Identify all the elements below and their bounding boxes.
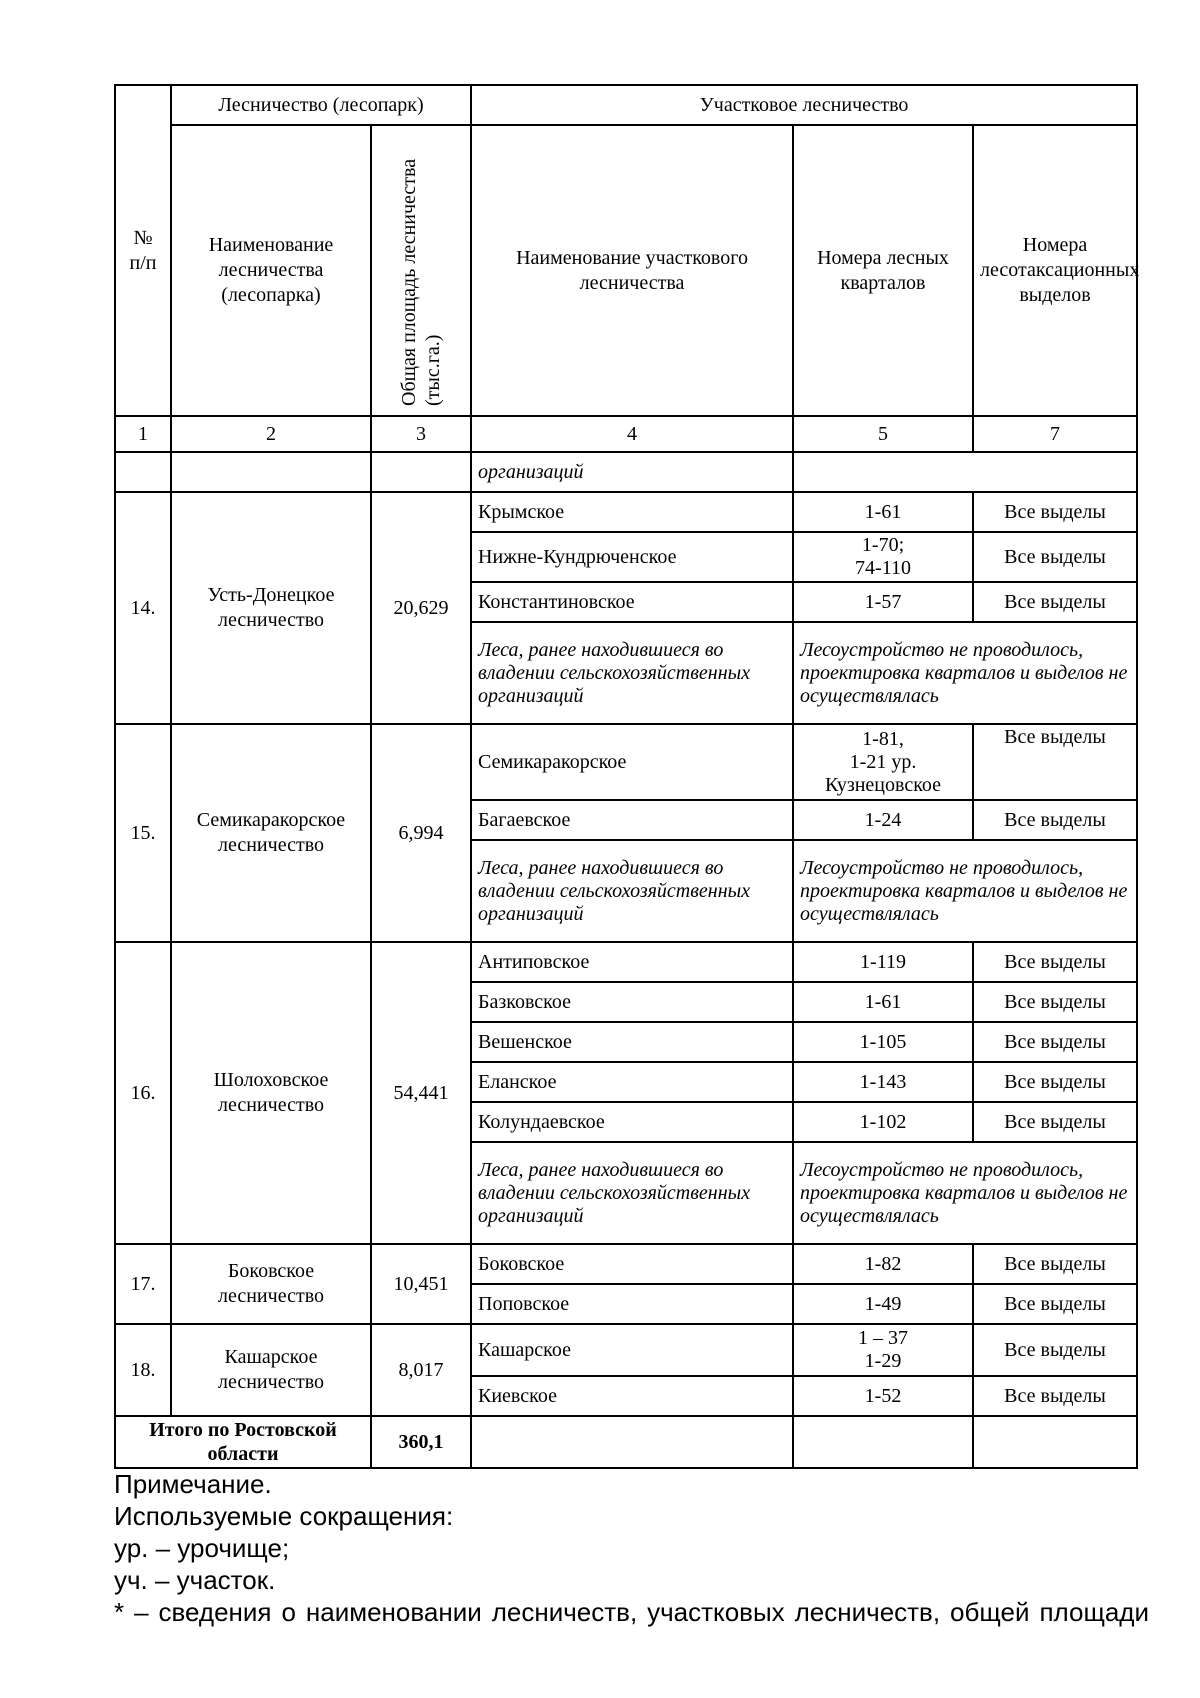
- plots-cell: Все выделы: [973, 724, 1137, 800]
- total-value: 360,1: [371, 1416, 471, 1468]
- forestry-name: Шолоховское лесничество: [171, 942, 371, 1244]
- plots-cell: Все выделы: [973, 800, 1137, 840]
- forestry-name: Усть-Донецкое лесничество: [171, 492, 371, 724]
- district-name: Вешенское: [471, 1022, 793, 1062]
- district-name: Колундаевское: [471, 1102, 793, 1142]
- plots-cell: Все выделы: [973, 1062, 1137, 1102]
- forestry-num: 16.: [115, 942, 171, 1244]
- header-quarters: Номера лесных кварталов: [793, 125, 973, 416]
- table-row: [115, 492, 1137, 532]
- plots-cell: Все выделы: [973, 982, 1137, 1022]
- col-number: 5: [793, 416, 973, 452]
- quarters-cell: 1-52: [793, 1376, 973, 1416]
- continuation-text: организаций: [471, 452, 793, 492]
- quarters-cell: 1-105: [793, 1022, 973, 1062]
- plots-cell: Все выделы: [973, 1022, 1137, 1062]
- table-body: [115, 85, 1140, 492]
- header-forestry-name: Наименование лесничества (лесопарка): [171, 125, 371, 416]
- table-row: [115, 724, 1137, 800]
- continuation-row: [115, 452, 1137, 492]
- col-number: 3: [371, 416, 471, 452]
- col-number: 1: [115, 416, 171, 452]
- quarters-cell: 1-102: [793, 1102, 973, 1142]
- district-note: Лесоустройство не проводилось, проектировка кварталов и выделов не осуществлялась: [793, 840, 1137, 942]
- plots-cell: Все выделы: [973, 942, 1137, 982]
- note-line: ур. – урочище;: [114, 1533, 290, 1563]
- forestry-rows: [115, 492, 1137, 1416]
- forestry-name: Семикаракорское лесничество: [171, 724, 371, 942]
- forestry-area: 6,994: [371, 724, 471, 942]
- table-row: [115, 1324, 1137, 1376]
- total-row: [115, 1416, 1137, 1468]
- empty-cell: [793, 1416, 973, 1468]
- plots-cell: Все выделы: [973, 532, 1137, 582]
- district-name: Семикаракорское: [471, 724, 793, 800]
- district-name: Багаевское: [471, 800, 793, 840]
- forestry-num: 15.: [115, 724, 171, 942]
- forestry-num: 14.: [115, 492, 171, 724]
- note-line: уч. – участок.: [114, 1565, 276, 1595]
- empty-cell: [471, 1416, 793, 1468]
- header-area: Общая площадь лесничества (тыс.га.): [371, 125, 471, 416]
- district-name: Антиповское: [471, 942, 793, 982]
- district-name: Киевское: [471, 1376, 793, 1416]
- table-row: [115, 1244, 1137, 1284]
- empty-cell: [793, 452, 1137, 492]
- district-name: Крымское: [471, 492, 793, 532]
- forestry-table: [114, 84, 1138, 1469]
- forestry-name: Боковское лесничество: [171, 1244, 371, 1324]
- plots-cell: Все выделы: [973, 1376, 1137, 1416]
- header-group-row: [115, 85, 1137, 125]
- district-name: Нижне-Кундрюченское: [471, 532, 793, 582]
- quarters-cell: 1-24: [793, 800, 973, 840]
- quarters-cell: 1-82: [793, 1244, 973, 1284]
- district-name: Поповское: [471, 1284, 793, 1324]
- quarters-cell: 1-81, 1-21 ур. Кузнецовское: [793, 724, 973, 800]
- district-name: Базковское: [471, 982, 793, 1022]
- col-number: 2: [171, 416, 371, 452]
- note-line: Примечание.: [114, 1469, 272, 1499]
- note-line: Используемые сокращения:: [114, 1501, 454, 1531]
- header-district-name: Наименование участкового лесничества: [471, 125, 793, 416]
- district-name: Леса, ранее находившиеся во владении сельскохозяйственных организаций: [471, 622, 793, 724]
- quarters-cell: 1-61: [793, 492, 973, 532]
- plots-cell: Все выделы: [973, 1102, 1137, 1142]
- district-name: Кашарское: [471, 1324, 793, 1376]
- col-number: 7: [973, 416, 1137, 452]
- note-line: * – сведения о наименовании лесничеств, участковых лесничеств, общей площади: [114, 1597, 1149, 1627]
- quarters-cell: 1-49: [793, 1284, 973, 1324]
- header-num: № п/п: [115, 85, 171, 416]
- quarters-cell: 1-70; 74-110: [793, 532, 973, 582]
- quarters-cell: 1-57: [793, 582, 973, 622]
- forestry-num: 17.: [115, 1244, 171, 1324]
- column-numbers-row: [115, 416, 1137, 452]
- col-number: 4: [471, 416, 793, 452]
- district-note: Лесоустройство не проводилось, проектировка кварталов и выделов не осуществлялась: [793, 1142, 1137, 1244]
- header-group-district: Участковое лесничество: [471, 85, 1137, 125]
- forestry-area: 10,451: [371, 1244, 471, 1324]
- district-name: Константиновское: [471, 582, 793, 622]
- district-note: Лесоустройство не проводилось, проектировка кварталов и выделов не осуществлялась: [793, 622, 1137, 724]
- district-name: Еланское: [471, 1062, 793, 1102]
- plots-cell: Все выделы: [973, 1244, 1137, 1284]
- forestry-name: Кашарское лесничество: [171, 1324, 371, 1416]
- district-name: Леса, ранее находившиеся во владении сельскохозяйственных организаций: [471, 840, 793, 942]
- plots-cell: Все выделы: [973, 582, 1137, 622]
- notes: [114, 1468, 1149, 1628]
- plots-cell: Все выделы: [973, 1324, 1137, 1376]
- empty-cell: [371, 452, 471, 492]
- forestry-num: 18.: [115, 1324, 171, 1416]
- plots-cell: Все выделы: [973, 1284, 1137, 1324]
- quarters-cell: 1-143: [793, 1062, 973, 1102]
- district-name: Боковское: [471, 1244, 793, 1284]
- empty-cell: [171, 452, 371, 492]
- forestry-area: 8,017: [371, 1324, 471, 1416]
- district-name: Леса, ранее находившиеся во владении сельскохозяйственных организаций: [471, 1142, 793, 1244]
- forestry-area: 54,441: [371, 942, 471, 1244]
- quarters-cell: 1-119: [793, 942, 973, 982]
- empty-cell: [973, 1416, 1137, 1468]
- forestry-area: 20,629: [371, 492, 471, 724]
- header-plots: Номера лесотаксационных выделов: [973, 125, 1137, 416]
- empty-cell: [115, 452, 171, 492]
- table-row: [115, 942, 1137, 982]
- plots-cell: Все выделы: [973, 492, 1137, 532]
- total-section: [115, 1416, 1137, 1468]
- quarters-cell: 1 – 37 1-29: [793, 1324, 973, 1376]
- header-row: [115, 125, 1137, 416]
- header-group-forestry: Лесничество (лесопарк): [171, 85, 471, 125]
- quarters-cell: 1-61: [793, 982, 973, 1022]
- total-label: Итого по Ростовской области: [115, 1416, 371, 1468]
